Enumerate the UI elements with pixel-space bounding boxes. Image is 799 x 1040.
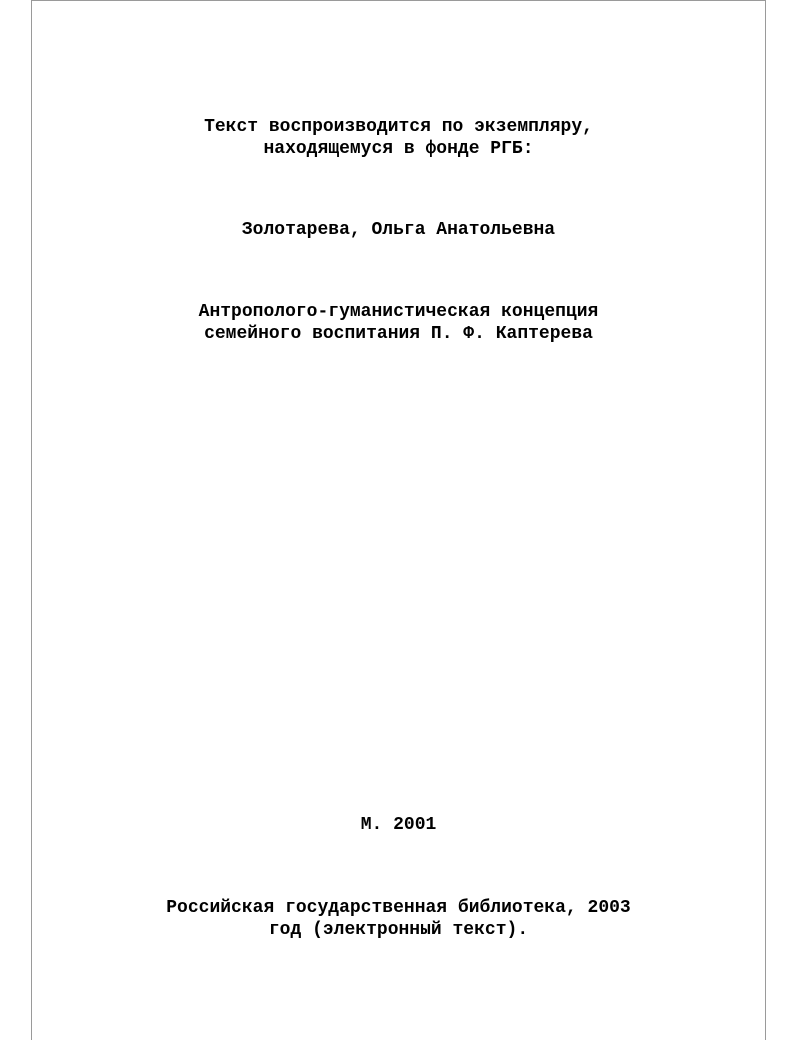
imprint-place-year: М. 2001: [360, 815, 437, 835]
document-page: [31, 0, 766, 1040]
library-note-line-2: год (электронный текст).: [268, 920, 529, 940]
thesis-title-line-2: семейного воспитания П. Ф. Каптерева: [204, 324, 593, 344]
source-note-line-2: находящемуся в фонде РГБ:: [263, 139, 534, 159]
author-name: Золотарева, Ольга Анатольевна: [241, 220, 556, 240]
library-note-line-1: Российская государственная библиотека, 2003: [166, 898, 631, 918]
source-note-line-1: Текст воспроизводится по экземпляру,: [204, 117, 593, 137]
thesis-title-line-1: Антрополого-гуманистическая концепция: [198, 302, 599, 322]
